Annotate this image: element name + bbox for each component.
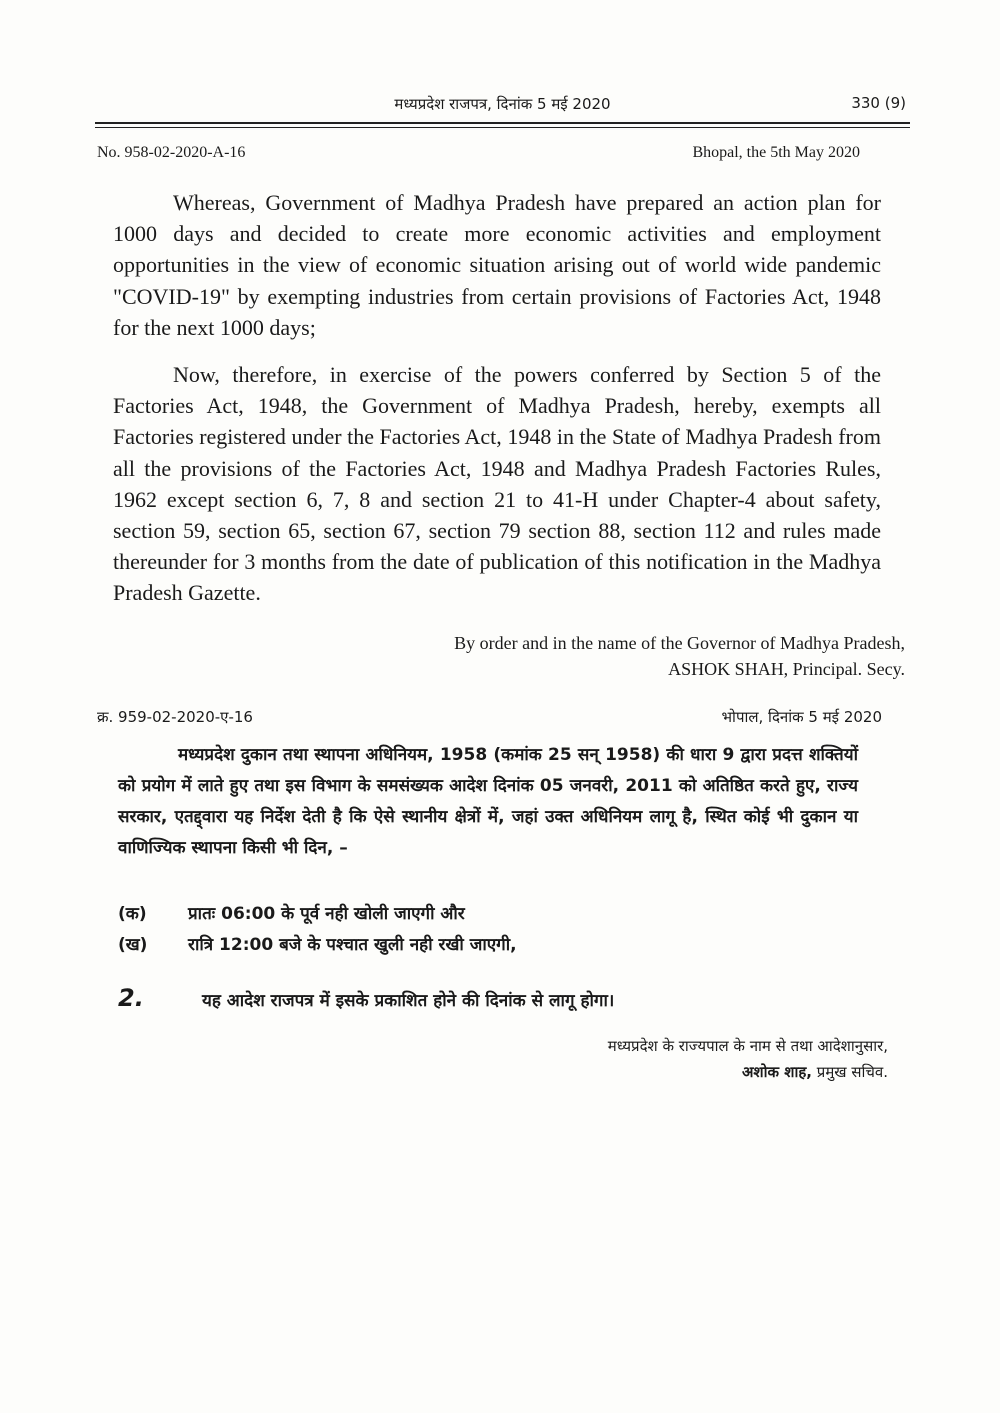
list-item-marker: (ख) bbox=[118, 935, 148, 955]
gazette-title: मध्यप्रदेश राजपत्र, दिनांक 5 मई 2020 bbox=[394, 95, 611, 113]
clause-text: यह आदेश राजपत्र में इसके प्रकाशित होने की दिनांक से लागू होगा। bbox=[202, 991, 615, 1011]
list-item bbox=[118, 930, 858, 961]
hindi-clause-2 bbox=[118, 983, 878, 1017]
list-item bbox=[118, 899, 858, 930]
signature-block-en bbox=[454, 630, 905, 682]
signature-name-en: ASHOK SHAH, Principal. Secy. bbox=[668, 659, 905, 679]
notification-number-en: No. 958-02-2020-A-16 bbox=[97, 144, 246, 161]
header-rule-thick bbox=[95, 122, 910, 124]
signature-designation-hi: प्रमुख सचिव. bbox=[816, 1063, 888, 1081]
signature-order-line-en: By order and in the name of the Governor of Madhya Pradesh, bbox=[454, 633, 905, 653]
place-date-hi: भोपाल, दिनांक 5 मई 2020 bbox=[721, 708, 882, 726]
notification-number-hi: क्र. 959-02-2020-ए-16 bbox=[97, 708, 253, 726]
place-date-en: Bhopal, the 5th May 2020 bbox=[692, 144, 860, 161]
signature-name-line-hi bbox=[608, 1059, 888, 1085]
signature-block-hi bbox=[608, 1033, 888, 1085]
list-item-marker: (क) bbox=[118, 904, 147, 924]
gazette-header bbox=[95, 92, 910, 118]
signature-name-hi: अशोक शाह, bbox=[741, 1063, 813, 1081]
now-therefore-paragraph: Now, therefore, in exercise of the powers conferred by Section 5 of the Factories Act, 1948, the Government of Madhya Pradesh, hereby, exempts all Factories registered under the Factories Act, 1948 in the State of Madhya Pradesh from all the provisions of the Factories Act, 1948 and Madhya Pradesh Factories Rules, 1962 except section 6, 7, 8 and section 21 to 41-H under Chapter-4 about safety, section 59, section 65, section 67, section 79 section 88, section 112 and rules made thereunder for 3 months from the date of publication of this notification in the Madhya Pradesh Gazette. bbox=[113, 362, 881, 606]
whereas-paragraph: Whereas, Government of Madhya Pradesh have prepared an action plan for 1000 days and decided to create more economic activities and employment opportunities in the view of economic situation arising out of world wide pandemic "COVID-19" by exempting industries from certain provisions of Factories Act, 1948 for the next 1000 days; bbox=[113, 190, 881, 340]
clause-marker: 2. bbox=[118, 984, 144, 1012]
hindi-conditions-list bbox=[118, 899, 858, 961]
list-item-text: रात्रि 12:00 बजे के पश्चात खुली नही रखी जाएगी, bbox=[188, 935, 517, 955]
hindi-order-paragraph: मध्यप्रदेश दुकान तथा स्थापना अधिनियम, 1958 (कमांक 25 सन् 1958) की धारा 9 द्वारा प्रदत्त शक्तियों को प्रयोग में लाते हुए तथा इस विभाग के समसंख्यक आदेश दिनांक 05 जनवरी, 2011 को अतिष्ठित करते हुए, राज्य सरकार, एतद्द्वारा यह निर्देश देती है कि ऐसे स्थानीय क्षेत्रों में, जहां उक्त अधिनियम लागू है, स्थित कोई भी दुकान या वाणिज्यिक स्थापना किसी भी दिन, – bbox=[118, 745, 858, 858]
list-item-text: प्रातः 06:00 के पूर्व नही खोली जाएगी और bbox=[188, 904, 465, 924]
signature-order-line-hi: मध्यप्रदेश के राज्यपाल के नाम से तथा आदेशानुसार, bbox=[607, 1037, 888, 1055]
page-number: 330 (9) bbox=[851, 94, 906, 112]
header-rule-thin bbox=[95, 127, 910, 128]
